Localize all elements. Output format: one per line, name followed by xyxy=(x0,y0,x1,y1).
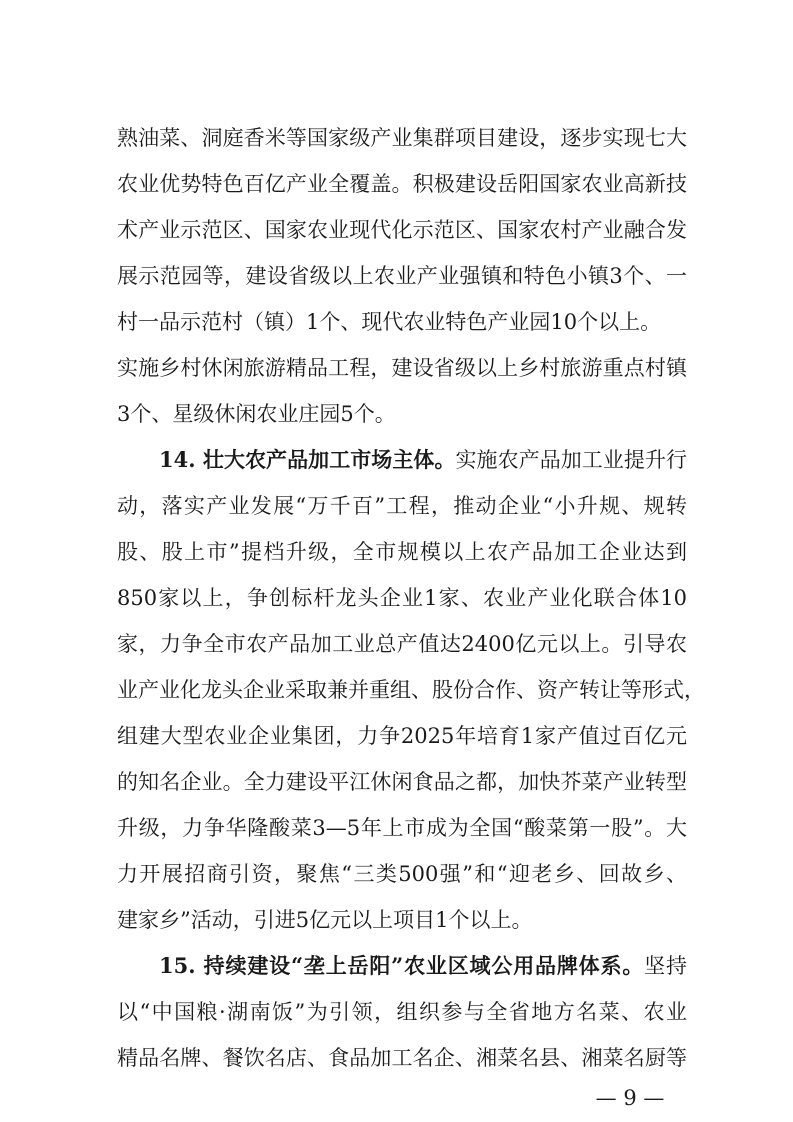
paragraph-line: 熟油菜、洞庭香米等国家级产业集群项目建设，逐步实现七大 xyxy=(117,126,687,150)
section-14-first-line xyxy=(159,440,687,480)
section-14-first-line-text: 实施农产品加工业提升行 xyxy=(455,448,687,472)
paragraph-line: 股、股上市”提档升级，全市规模以上农产品加工企业达到 xyxy=(117,540,687,564)
page-number: — 9 — xyxy=(595,1086,665,1110)
paragraph-line: 的知名企业。全力建设平江休闲食品之都，加快芥菜产业转型 xyxy=(117,770,687,794)
paragraph-line: 动，落实产业发展“万千百”工程，推动企业“小升规、规转 xyxy=(117,494,687,518)
paragraph-line: 村一品示范村（镇）1个、现代农业特色产业园10个以上。 xyxy=(117,310,662,334)
paragraph-line: 组建大型农业企业集团，力争2025年培育1家产值过百亿元 xyxy=(117,724,687,748)
paragraph-line: 精品名牌、餐饮名店、食品加工名企、湘菜名县、湘菜名厨等 xyxy=(117,1046,687,1070)
section-15-first-line xyxy=(159,946,687,986)
paragraph-line: 以“中国粮·湖南饭”为引领，组织参与全省地方名菜、农业 xyxy=(117,1000,687,1024)
section-15-first-line-text: 坚持 xyxy=(644,954,687,978)
paragraph-line: 展示范园等，建设省级以上农业产业强镇和特色小镇3个、一 xyxy=(117,264,687,288)
paragraph-line: 升级，力争华隆酸菜3—5年上市成为全国“酸菜第一股”。大 xyxy=(117,816,687,840)
paragraph-line: 实施乡村休闲旅游精品工程，建设省级以上乡村旅游重点村镇 xyxy=(117,356,687,380)
paragraph-line: 家，力争全市农产品加工业总产值达2400亿元以上。引导农 xyxy=(117,632,687,656)
paragraph-line: 建家乡”活动，引进5亿元以上项目1个以上。 xyxy=(117,908,533,932)
paragraph-line: 业产业化龙头企业采取兼并重组、股份合作、资产转让等形式， xyxy=(117,678,705,702)
paragraph-line: 力开展招商引资，聚焦“三类500强”和“迎老乡、回故乡、 xyxy=(117,862,687,886)
section-15-heading: 15. 持续建设“垄上岳阳”农业区域公用品牌体系。 xyxy=(159,953,645,978)
paragraph-line: 3个、星级休闲农业庄园5个。 xyxy=(117,402,396,426)
paragraph-line: 850家以上，争创标杆龙头企业1家、农业产业化联合体10 xyxy=(117,586,687,610)
section-14-heading: 14. 壮大农产品加工市场主体。 xyxy=(159,447,456,472)
paragraph-line: 术产业示范区、国家农业现代化示范区、国家农村产业融合发 xyxy=(117,218,687,242)
paragraph-line: 农业优势特色百亿产业全覆盖。积极建设岳阳国家农业高新技 xyxy=(117,172,687,196)
